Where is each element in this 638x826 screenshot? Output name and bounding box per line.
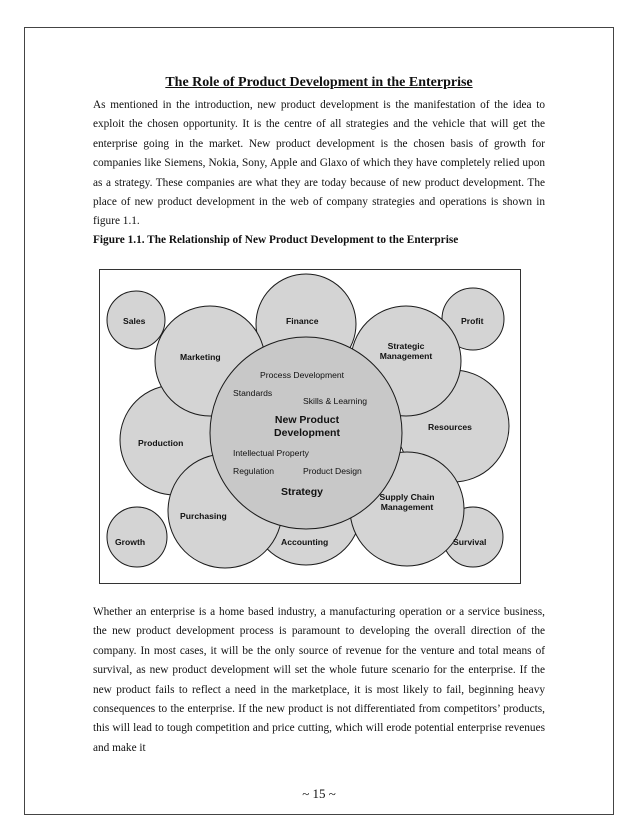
label-production: Production (138, 438, 184, 448)
page-number: ~ 15 ~ (302, 786, 336, 801)
relationship-diagram (99, 269, 521, 584)
body-paragraph: Whether an enterprise is a home based industry, a manufacturing operation or a service business, the new product development process is paramount to developing the overall direction of the company. In most cases, it will be the only source of revenue for the venture and total means of survival, as new product development will set the whole future scenario for the enterprise. If the new product fails to reflect a need in the marketplace, it is most likely to fail, beginning heavy consequences to the enterprise. If the new product is not differentiated from competitors’ products, this will lead to tough competition and price cutting, which will erode potential enterprise revenues and make it (93, 606, 545, 754)
label-resources: Resources (428, 422, 472, 432)
label-purchasing: Purchasing (180, 511, 227, 521)
label-supply-chain-management: Supply Chain Management (379, 492, 435, 512)
label-accounting: Accounting (281, 537, 329, 547)
figure-caption: Figure 1.1. The Relationship of New Product Development to the Enterprise (93, 234, 459, 246)
label-process-development: Process Development (260, 370, 345, 380)
label-strategy: Strategy (281, 486, 324, 498)
label-regulation: Regulation (233, 466, 275, 476)
label-skills-learning: Skills & Learning (303, 396, 368, 406)
label-new-product-development: New Product Development (274, 414, 340, 439)
label-finance: Finance (286, 316, 319, 326)
intro-paragraph: As mentioned in the introduction, new product development is the manifestation of the idea to exploit the chosen opportunity. It is the centre of all strategies and the vehicle that will get the enterprise going in the market. New product development is the chosen basis of growth for companies like Siemens, Nokia, Sony, Apple and Glaxo of which they have completely relied upon as a strategy. These companies are what they are today because of new product development. The place of new product development in the web of company strategies and operations is shown in figure 1.1. (93, 99, 545, 228)
label-survival: Survival (453, 537, 487, 547)
label-intellectual-property: Intellectual Property (233, 448, 309, 458)
label-growth: Growth (115, 537, 146, 547)
label-standards: Standards (233, 388, 273, 398)
label-profit: Profit (461, 316, 484, 326)
label-sales: Sales (123, 316, 146, 326)
label-marketing: Marketing (180, 352, 221, 362)
page-title: The Role of Product Development in the Enterprise (165, 75, 473, 90)
label-product-design: Product Design (303, 466, 362, 476)
label-strategic-management: Strategic Management (379, 341, 433, 361)
